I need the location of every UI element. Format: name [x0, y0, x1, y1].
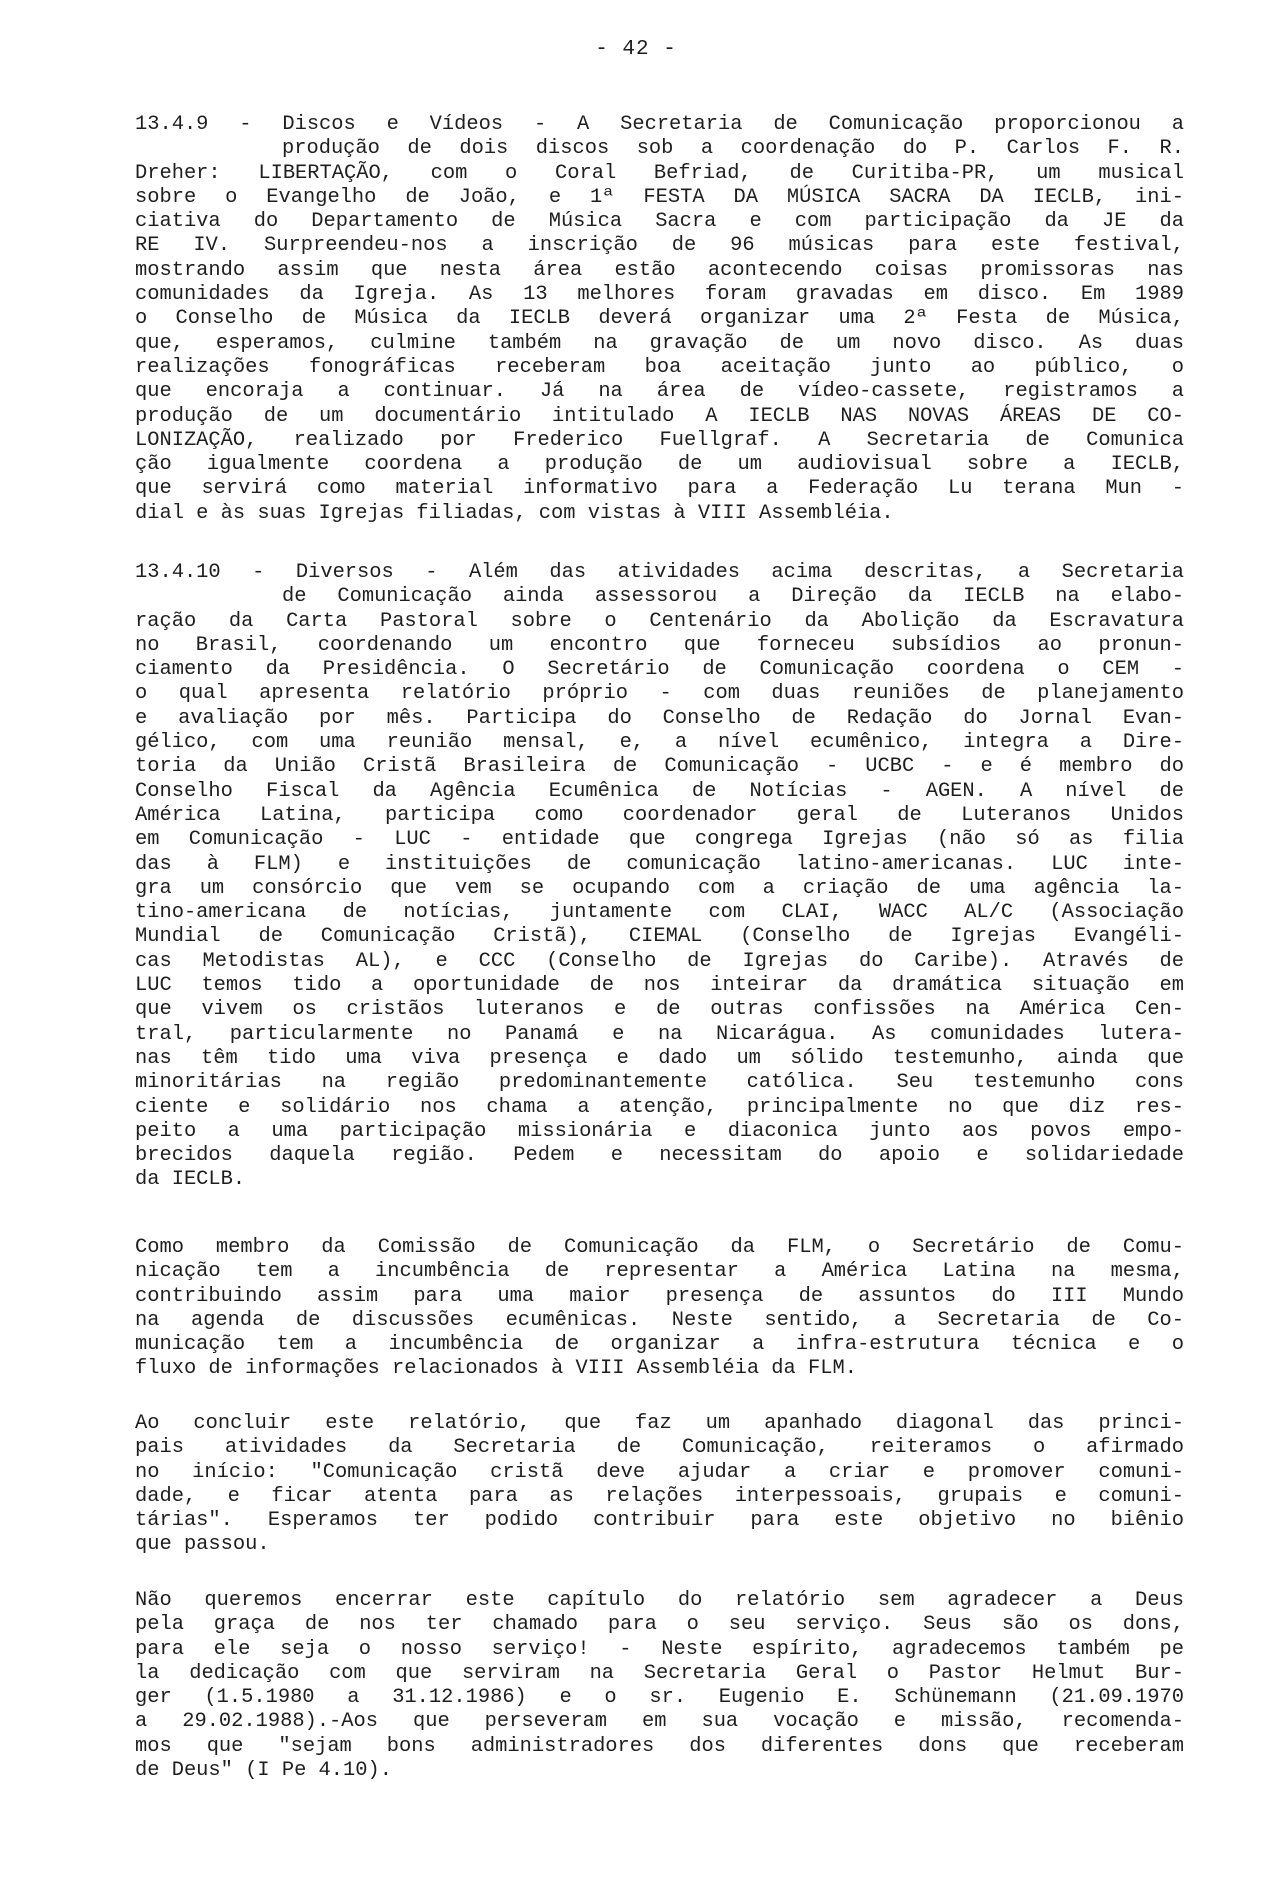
text-line: mos que "sejam bons administradores dos diferentes dons que receberam	[135, 1734, 1184, 1758]
text-line: gélico, com uma reunião mensal, e, a nível ecumênico, integra a Dire-	[135, 731, 1184, 755]
text-line: LONIZAÇÃO, realizado por Frederico Fuellgraf. A Secretaria de Comunica	[135, 428, 1184, 452]
paragraph-thanks	[135, 1589, 1184, 1783]
text-line: peito a uma participação missionária e diaconica junto aos povos empo-	[135, 1119, 1184, 1143]
text-line: RE IV. Surpreendeu-nos a inscrição de 96 músicas para este festival,	[135, 234, 1184, 258]
text-line: América Latina, participa como coordenador geral de Luteranos Unidos	[135, 803, 1184, 827]
text-line: Mundial de Comunicação Cristã), CIEMAL (Conselho de Igrejas Evangéli-	[135, 925, 1184, 949]
text-line: sobre o Evangelho de João, e 1ª FESTA DA MÚSICA SACRA DA IECLB, ini-	[135, 185, 1184, 209]
text-line: das à FLM) e instituições de comunicação latino-americanas. LUC inte-	[135, 852, 1184, 876]
text-line: ger (1.5.1980 a 31.12.1986) e o sr. Eugenio E. Schünemann (21.09.1970	[135, 1686, 1184, 1710]
text-line: realizações fonográficas receberam boa aceitação junto ao público, o	[135, 355, 1184, 379]
text-line: que vivem os cristãos luteranos e de outras confissões na América Cen-	[135, 998, 1184, 1022]
text-line: o Conselho de Música da IECLB deverá organizar uma 2ª Festa de Música,	[135, 307, 1184, 331]
text-line: dade, e ficar atenta para as relações interpessoais, grupais e comuni-	[135, 1484, 1184, 1508]
text-line: tárias". Esperamos ter podido contribuir para este objetivo no biênio	[135, 1509, 1184, 1533]
text-line: na agenda de discussões ecumênicas. Neste sentido, a Secretaria de Co-	[135, 1308, 1184, 1332]
text-line: nicação tem a incumbência de representar a América Latina na mesma,	[135, 1260, 1184, 1284]
text-line: produção de dois discos sob a coordenação do P. Carlos F. R.	[282, 137, 1184, 161]
text-line: que passou.	[135, 1533, 270, 1557]
text-line: para ele seja o nosso serviço! - Neste espírito, agradecemos também pe	[135, 1637, 1184, 1661]
text-line: mostrando assim que nesta área estão acontecendo coisas promissoras nas	[135, 258, 1184, 282]
text-line: tral, particularmente no Panamá e na Nicarágua. As comunidades lutera-	[135, 1022, 1184, 1046]
text-line: 13.4.9 - Discos e Vídeos - A Secretaria de Comunicação proporcionou a	[135, 113, 1184, 136]
paragraph-conclusion	[135, 1412, 1184, 1558]
text-line: la dedicação com que serviram na Secretaria Geral o Pastor Helmut Bur-	[135, 1661, 1184, 1685]
text-line: que servirá como material informativo para a Federação Lu terana Mun -	[135, 477, 1184, 501]
text-line: Conselho Fiscal da Agência Ecumênica de Notícias - AGEN. A nível de	[135, 779, 1184, 803]
text-line: comunidades da Igreja. As 13 melhores foram gravadas em disco. Em 1989	[135, 283, 1184, 307]
text-line: ciamento da Presidência. O Secretário de Comunicação coordena o CEM -	[135, 658, 1184, 682]
text-line: dial e às suas Igrejas filiadas, com vistas à VIII Assembléia.	[135, 501, 894, 525]
text-line: no início: "Comunicação cristã deve ajudar a criar e promover comuni-	[135, 1460, 1184, 1484]
text-line: Como membro da Comissão de Comunicação da FLM, o Secretário de Comu-	[135, 1236, 1184, 1259]
text-line: ciativa do Departamento de Música Sacra e com participação da JE da	[135, 210, 1184, 234]
text-line: 13.4.10 - Diversos - Além das atividades acima descritas, a Secretaria	[135, 561, 1184, 584]
text-line: Não queremos encerrar este capítulo do relatório sem agradecer a Deus	[135, 1589, 1184, 1612]
text-line: ciente e solidário nos chama a atenção, principalmente no que diz res-	[135, 1095, 1184, 1119]
text-line: brecidos daquela região. Pedem e necessitam do apoio e solidariedade	[135, 1144, 1184, 1168]
text-line: cas Metodistas AL), e CCC (Conselho de Igrejas do Caribe). Através de	[135, 949, 1184, 973]
section-13-4-10	[135, 561, 1184, 1193]
text-line: que encoraja a continuar. Já na área de vídeo-cassete, registramos a	[135, 380, 1184, 404]
text-line: fluxo de informações relacionados à VIII Assembléia da FLM.	[135, 1357, 857, 1381]
text-line: da IECLB.	[135, 1168, 246, 1192]
text-line: ção igualmente coordena a produção de um audiovisual sobre a IECLB,	[135, 453, 1184, 477]
text-line: pela graça de nos ter chamado para o seu serviço. Seus são os dons,	[135, 1613, 1184, 1637]
text-line: a 29.02.1988).-Aos que perseveram em sua vocação e missão, recomenda-	[135, 1710, 1184, 1734]
text-line: gra um consórcio que vem se ocupando com a criação de uma agência la-	[135, 876, 1184, 900]
text-line: em Comunicação - LUC - entidade que congrega Igrejas (não só as filia	[135, 828, 1184, 852]
text-line: Dreher: LIBERTAÇÃO, com o Coral Befriad, de Curitiba-PR, um musical	[135, 161, 1184, 185]
text-line: que, esperamos, culmine também na gravação de um novo disco. As duas	[135, 331, 1184, 355]
page-number: - 42 -	[595, 38, 677, 61]
text-line: tino-americana de notícias, juntamente com CLAI, WACC AL/C (Associação	[135, 901, 1184, 925]
text-line: no Brasil, coordenando um encontro que forneceu subsídios ao pronun-	[135, 633, 1184, 657]
text-line: de Comunicação ainda assessorou a Direção da IECLB na elabo-	[282, 585, 1184, 609]
text-line: nas têm tido uma viva presença e dado um sólido testemunho, ainda que	[135, 1046, 1184, 1070]
paragraph-flm	[135, 1236, 1184, 1382]
text-line: toria da União Cristã Brasileira de Comunicação - UCBC - e é membro do	[135, 755, 1184, 779]
text-line: Ao concluir este relatório, que faz um apanhado diagonal das princi-	[135, 1412, 1184, 1435]
text-line: minoritárias na região predominantemente católica. Seu testemunho cons	[135, 1071, 1184, 1095]
text-line: pais atividades da Secretaria de Comunicação, reiteramos o afirmado	[135, 1436, 1184, 1460]
text-line: LUC temos tido a oportunidade de nos inteirar da dramática situação em	[135, 974, 1184, 998]
text-line: contribuindo assim para uma maior presença de assuntos do III Mundo	[135, 1284, 1184, 1308]
section-13-4-9	[135, 113, 1184, 526]
text-line: municação tem a incumbência de organizar a infra-estrutura técnica e o	[135, 1333, 1184, 1357]
text-line: e avaliação por mês. Participa do Conselho de Redação do Jornal Evan-	[135, 706, 1184, 730]
text-line: ração da Carta Pastoral sobre o Centenário da Abolição da Escravatura	[135, 609, 1184, 633]
text-line: de Deus" (I Pe 4.10).	[135, 1759, 392, 1783]
text-line: produção de um documentário intitulado A IECLB NAS NOVAS ÁREAS DE CO-	[135, 404, 1184, 428]
text-line: o qual apresenta relatório próprio - com duas reuniões de planejamento	[135, 682, 1184, 706]
